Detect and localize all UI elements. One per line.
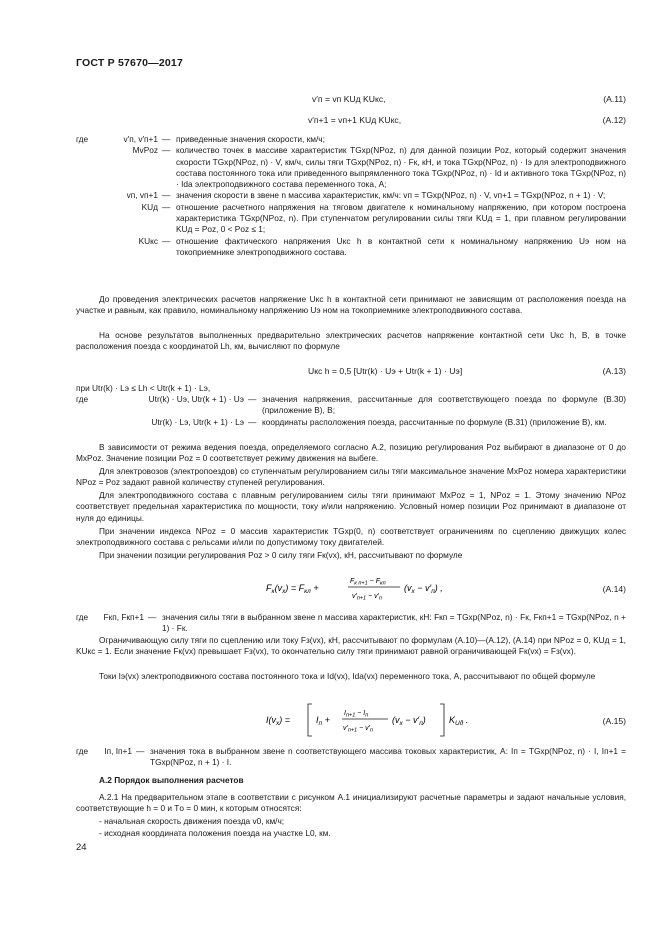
svg-text:I(vx) =: $I(v_x)$ = — [266, 715, 291, 727]
formula-a15-graphic — [266, 700, 526, 740]
formula-a12-expr: v′п+1 = vп+1 KUд KUкс, — [308, 115, 402, 125]
definition-row: KUд — отношение расчетного напряжения на тяговом двигателе к номинальному напряжению, при котором построена характеристика TGxp(NPoz, n). При ступенчатом регулировании силы тяги KUд = 1, при плавном регулировании KUд = Poz, 0 < Poz ≤ 1; — [141, 201, 626, 235]
section-heading: А.2 Порядок выполнения расчетов — [99, 775, 244, 785]
list-item: - исходная координата положения поезда на участке L0, км. — [99, 828, 331, 838]
paragraph: Для электровозов (электропоездов) со ступенчатым регулированием силы тяги максимальное значение MxPoz номера характеристики NPoz = Poz задают равной количеству ступеней регулирования. — [76, 466, 626, 488]
svg-text:v′п+1 − v′п: $v'_{п+1} - v'_п$ — [343, 725, 373, 734]
definition-row: vп, vп+1 — значения скорости в звене n массива характеристик, км/ч: vп = TGxp(NPoz, n) · V, vп+1 = TGxp(NPoz, n + 1) · V; — [126, 190, 606, 201]
definition-row: Utr(k) · Lэ, Utr(k + 1) · Lэ — координаты расположения поезда, рассчитанные по формуле (В.31) (приложение В), км. — [151, 416, 607, 427]
definition-list-a14 — [76, 612, 626, 635]
definition-list-a13 — [76, 394, 626, 428]
definition-row: где Iп, Iп+1 — значения тока в выбранном звене n соответствующего массива токовых характеристик, А: Iп = TGxp(NPoz, n) · I, Iп+1 = TGxp(NPoz, n + 1) · I. — [76, 746, 626, 768]
paragraph: Токи Iэ(vx) электроподвижного состава постоянного тока и Id(vx), Ida(vx) переменного тока, А, рассчитывают по общей формуле — [99, 671, 596, 681]
svg-text:Fк п+1 − Fкп: $F_{к п+1} - F_{кп}$ — [350, 578, 386, 587]
svg-text:Fк(vx) = Fкл +: $F_к(v_x) = F_{кл}$ + — [266, 583, 319, 595]
svg-text:Iп+1 − Iп: $I_{п+1} - I_п$ — [344, 710, 369, 719]
definition-row: где v′п, v′п+1 — приведенные значения скорости, км/ч; — [76, 134, 325, 144]
definition-list-a15 — [76, 746, 626, 769]
definition-row: MvPoz — количество точек в массиве характеристик TGxp(NPoz, n) для данной позиции Poz, который содержит значения скорости TGxp(NPoz, n) · V, км/ч, силы тяги TGxp(NPoz, n) · Fк, кН, и тока TGxp(NPoz, n) · Iэ для электроподвижного состава постоянного тока или приведенного выпрямленного тока TGxp(NPoz, n) · Id и активного тока TGxp(NPoz, n) · Ida электроподвижного состава переменного тока, А; — [132, 145, 626, 190]
formula-a12-number: (А.12) — [602, 115, 626, 125]
formula-a14-number: (А.14) — [602, 584, 626, 594]
paragraph: Для электроподвижного состава с плавным регулированием силы тяги принимают MxPoz = 1, NPoz = 1. Этому значению NPoz соответствует предельная характеристика по мощности, току и/или напряжению. Условный номер позиции Poz принимают в диапазоне от нуля до единицы. — [76, 490, 626, 523]
paragraph: В зависимости от режима ведения поезда, определяемого согласно А.2, позицию регулирования Poz выбирают в диапазоне от 0 до MxPoz. Значение позиции Poz = 0 соответствует режиму движения на выбеге. — [76, 442, 626, 464]
formula-a14-graphic — [266, 570, 506, 606]
paragraph: Ограничивающую силу тяги по сцеплению или току Fз(vx), кН, рассчитывают по формулам (А.10)—(А.12), (А.14) при NPoz = 0, KUд = 1, KUкс = 1. Если значение Fк(vx) превышает Fз(vx), то окончательно силу тяги принимают равной ограничивающей Fк(vx) = Fз(vx). — [76, 635, 626, 657]
definition-row: где Fкп, Fкп+1 — значения силы тяги в выбранном звене n массива характеристик, кН: Fкп = TGxp(NPoz, n) · Fк, Fкп+1 = TGxp(NPoz, n + 1) · Fк. — [76, 612, 626, 634]
formula-a12 — [76, 115, 626, 129]
definition-list-a12 — [76, 134, 626, 258]
svg-text:KUд .: $K_{Uд}$ . — [449, 715, 469, 727]
paragraph: А.2.1 На предварительном этапе в соответствии с рисунком А.1 инициализируют расчетные параметры и задают начальные условия, соответствующие h = 0 и Tо = 0 мин, к которым относятся: — [76, 792, 626, 814]
page-number: 24 — [76, 842, 87, 853]
formula-a13-number: (А.13) — [602, 366, 626, 376]
formula-a13-expr: Uкс h = 0,5 [Utr(k) · Uэ + Utr(k + 1) · Uэ] — [308, 366, 463, 376]
definition-row: KUкс — отношение фактического напряжения Uкс h в контактной сети к номинальному напряжению Uэ ном на токоприемнике электроподвижного состава. — [138, 235, 626, 257]
formula-a11 — [76, 94, 626, 108]
svg-text:(vx − v′п): $(v_x - v'_п)$ — [392, 715, 426, 727]
standard-header: ГОСТ Р 57670—2017 — [76, 57, 184, 69]
formula-a14 — [76, 570, 626, 606]
definition-row: где Utr(k) · Uэ, Utr(k + 1) · Uэ — значения напряжения, рассчитанные для соответствующего поезда по формуле (В.30) (приложение В), В; — [76, 394, 626, 416]
paragraph: До проведения электрических расчетов напряжение Uкс h в контактной сети принимают не зависящим от расположения поезда на участке и равным, как правило, номинальному напряжению Uэ ном на токоприемнике электроподвижного состава. — [76, 294, 626, 316]
paragraph: При значении индекса NPoz = 0 массив характеристик TGxp(0, n) соответствует ограничениям по сцеплению движущих колес электроподвижного состава с рельсами и/или по допустимому току двигателей. — [76, 526, 626, 548]
formula-a11-expr: v′п = vп KUд KUкс, — [312, 94, 386, 104]
list-item: - начальная скорость движения поезда v0, км/ч; — [99, 816, 285, 826]
paragraph: При значении позиции регулирования Poz > 0 силу тяги Fк(vx), кН, рассчитывают по формуле — [99, 550, 463, 560]
svg-text:Iп +: $I_п$ + — [316, 715, 330, 727]
formula-a15 — [76, 700, 626, 740]
svg-text:v′п+1 − v′п: $v'_{п+1} - v'_п$ — [352, 593, 382, 602]
formula-a13 — [76, 366, 626, 380]
svg-text:(vx − v′п) ,: $(v_x - v'_п)$ , — [404, 583, 443, 595]
formula-a11-number: (А.11) — [603, 94, 626, 104]
formula-a15-number: (А.15) — [602, 716, 626, 726]
paragraph: На основе результатов выполненных предварительно электрических расчетов напряжение контактной сети Uкс h, В, в точке расположения поезда с координатой Lh, км, вычисляют по формуле — [76, 330, 626, 352]
condition-line: при Utr(k) · Lэ ≤ Lh < Utr(k + 1) · Lэ, — [76, 383, 211, 393]
